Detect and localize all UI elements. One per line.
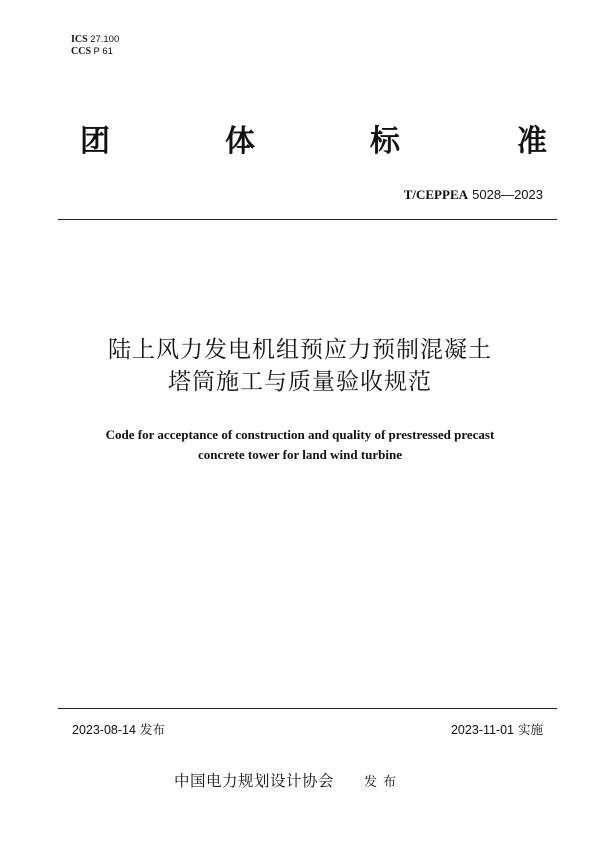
doc-type-char: 标: [370, 124, 400, 159]
top-divider: [58, 219, 557, 220]
standard-number: [404, 187, 543, 203]
doc-type-char: 体: [225, 124, 255, 159]
chinese-title: [0, 334, 600, 398]
standard-number-value: 5028—2023: [472, 187, 543, 202]
bottom-divider: [58, 708, 557, 709]
chinese-title-line-1: 陆上风力发电机组预应力预制混凝土: [108, 337, 492, 363]
ccs-value: P 61: [93, 46, 113, 57]
publisher-action: 发布: [364, 775, 403, 790]
english-title: [0, 425, 600, 465]
ccs-label: CCS: [71, 46, 92, 57]
publisher: [174, 769, 402, 791]
doc-type-char: 准: [517, 124, 547, 159]
english-title-line-2: concrete tower for land wind turbine: [197, 447, 402, 462]
implementation-date: [451, 720, 543, 738]
ics-value: 27.100: [90, 34, 120, 45]
issue-date-label: 发布: [139, 722, 165, 737]
ics-label: ICS: [71, 34, 88, 45]
english-title-line-1: Code for acceptance of construction and quality of prestressed precast: [105, 427, 495, 442]
publisher-organization: 中国电力规划设计协会: [174, 772, 335, 790]
chinese-title-line-2: 塔筒施工与质量验收规范: [168, 369, 432, 395]
ccs-code: [71, 46, 119, 58]
document-type-heading: [70, 122, 550, 162]
ics-code: [71, 34, 119, 46]
doc-type-char: 团: [80, 124, 110, 159]
implementation-date-label: 实施: [517, 722, 543, 737]
issue-date: [72, 720, 165, 738]
standard-number-prefix: T/CEPPEA: [403, 187, 469, 202]
issue-date-value: 2023-08-14: [72, 723, 136, 737]
implementation-date-value: 2023-11-01: [450, 723, 514, 737]
classification-codes: [71, 34, 119, 58]
